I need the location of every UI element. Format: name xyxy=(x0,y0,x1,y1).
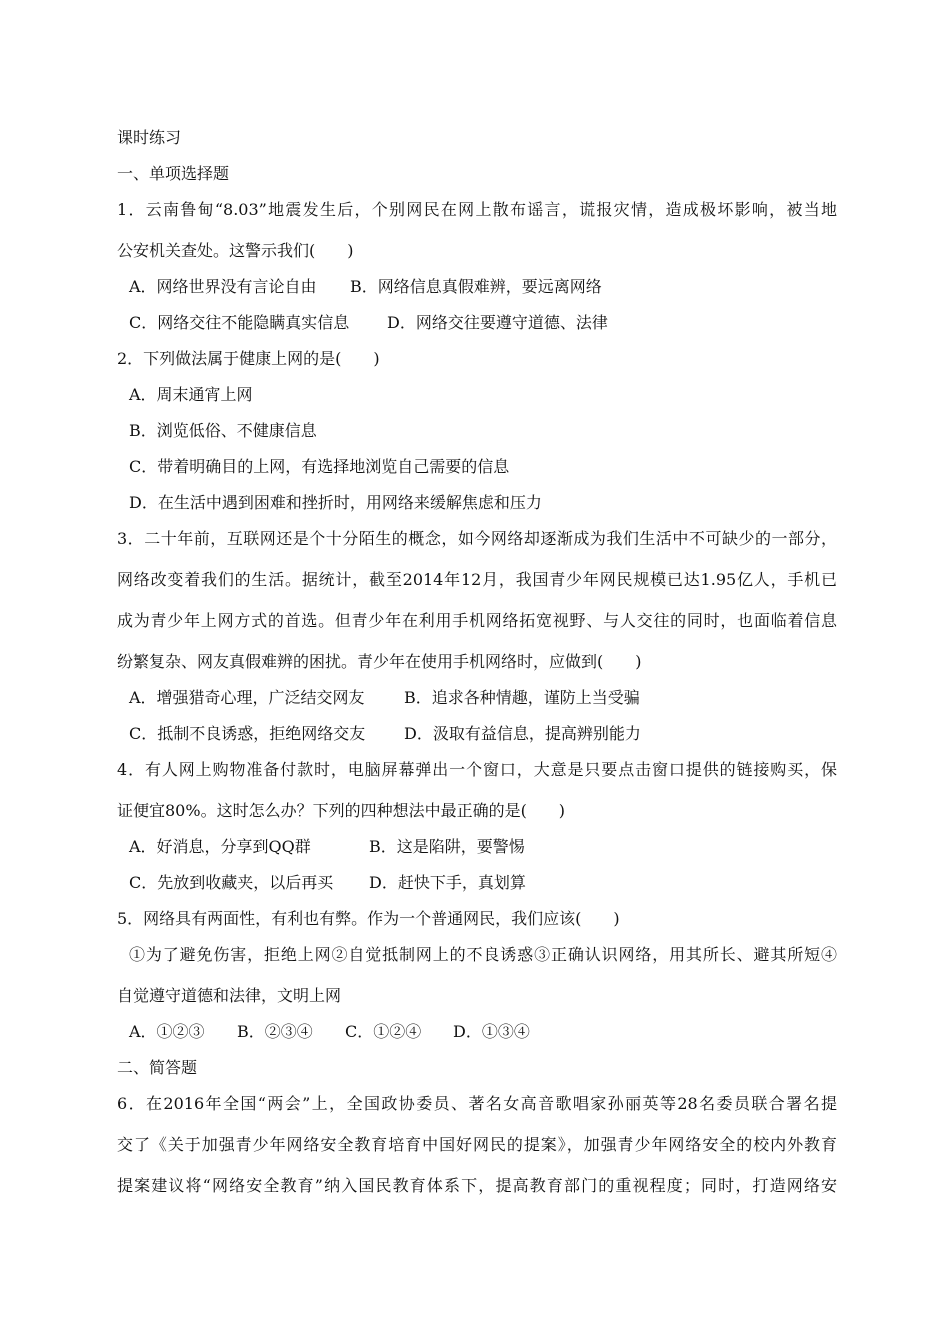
question-4-option-a: A．好消息，分享到QQ群 xyxy=(129,837,311,856)
section-heading-short-answer: 二、简答题 xyxy=(117,1058,198,1077)
question-4-line-2: 证便宜80%。这时怎么办？下列的四种想法中最正确的是( ) xyxy=(117,801,566,820)
question-1-options-row-2 xyxy=(129,313,849,333)
question-1-option-b: B．网络信息真假难辨，要远离网络 xyxy=(350,277,602,296)
question-3-line-3: 成为青少年上网方式的首选。但青少年在利用手机网络拓宽视野、与人交往的同时，也面临着信息 xyxy=(117,611,837,630)
question-1-line-1: 1．云南鲁甸“8.03”地震发生后，个别网民在网上散布谣言，谎报灾情，造成极坏影响，被当地 xyxy=(117,200,837,219)
question-4-options-row-1 xyxy=(129,837,849,857)
question-4-option-d: D．赶快下手，真划算 xyxy=(369,873,526,892)
question-2-option-d: D．在生活中遇到困难和挫折时，用网络来缓解焦虑和压力 xyxy=(129,493,542,512)
question-3-option-d: D．汲取有益信息，提高辨别能力 xyxy=(404,724,641,743)
question-5-options-row xyxy=(129,1022,849,1042)
question-5-line-1: 5．网络具有两面性，有利也有弊。作为一个普通网民，我们应该( ) xyxy=(117,909,620,928)
question-6-line-3: 提案建议将“网络安全教育”纳入国民教育体系下，提高教育部门的重视程度；同时，打造网络安 xyxy=(117,1176,837,1195)
question-6-line-1: 6．在2016年全国“两会”上，全国政协委员、著名女高音歌唱家孙丽英等28名委员联合署名提 xyxy=(117,1094,837,1113)
question-2-option-a: A．周末通宵上网 xyxy=(129,385,253,404)
question-3-line-4: 纷繁复杂、网友真假难辨的困扰。青少年在使用手机网络时，应做到( ) xyxy=(117,652,642,671)
question-5-option-d: D．①③④ xyxy=(453,1022,530,1041)
question-1-option-c: C．网络交往不能隐瞒真实信息 xyxy=(129,313,350,332)
question-6-line-2: 交了《关于加强青少年网络安全教育培育中国好网民的提案》，加强青少年网络安全的校内外教育 xyxy=(117,1135,837,1154)
question-4-option-b: B．这是陷阱，要警惕 xyxy=(369,837,525,856)
question-4-option-c: C．先放到收藏夹，以后再买 xyxy=(129,873,334,892)
question-5-line-3: 自觉遵守道德和法律，文明上网 xyxy=(117,986,342,1005)
question-3-line-1: 3．二十年前，互联网还是个十分陌生的概念，如今网络却逐渐成为我们生活中不可缺少的一部分， xyxy=(117,529,837,548)
question-3-option-a: A．增强猎奇心理，广泛结交网友 xyxy=(129,688,365,707)
question-3-line-2: 网络改变着我们的生活。据统计，截至2014年12月，我国青少年网民规模已达1.95亿人，手机已 xyxy=(117,570,837,589)
page-heading: 课时练习 xyxy=(117,128,182,147)
question-1-option-a: A．网络世界没有言论自由 xyxy=(129,277,317,296)
question-4-line-1: 4．有人网上购物准备付款时，电脑屏幕弹出一个窗口，大意是只要点击窗口提供的链接购买，保 xyxy=(117,760,837,779)
question-5-line-2: ①为了避免伤害，拒绝上网②自觉抵制网上的不良诱惑③正确认识网络，用其所长、避其所短④ xyxy=(129,945,837,964)
question-3-option-b: B．追求各种情趣，谨防上当受骗 xyxy=(404,688,640,707)
question-5-option-c: C．①②④ xyxy=(345,1022,422,1041)
question-3-options-row-1 xyxy=(129,688,849,708)
question-2-line-1: 2．下列做法属于健康上网的是( ) xyxy=(117,349,380,368)
question-1-option-d: D．网络交往要遵守道德、法律 xyxy=(387,313,608,332)
question-3-option-c: C．抵制不良诱惑，拒绝网络交友 xyxy=(129,724,366,743)
question-4-options-row-2 xyxy=(129,873,849,893)
question-1-options-row-1 xyxy=(129,277,849,297)
question-2-option-c: C．带着明确目的上网，有选择地浏览自己需要的信息 xyxy=(129,457,510,476)
question-3-options-row-2 xyxy=(129,724,849,744)
question-5-option-a: A．①②③ xyxy=(129,1022,205,1041)
question-2-option-b: B．浏览低俗、不健康信息 xyxy=(129,421,317,440)
question-5-option-b: B．②③④ xyxy=(237,1022,313,1041)
section-heading-single-choice: 一、单项选择题 xyxy=(117,164,230,183)
question-1-line-2: 公安机关查处。这警示我们( ) xyxy=(117,241,354,260)
